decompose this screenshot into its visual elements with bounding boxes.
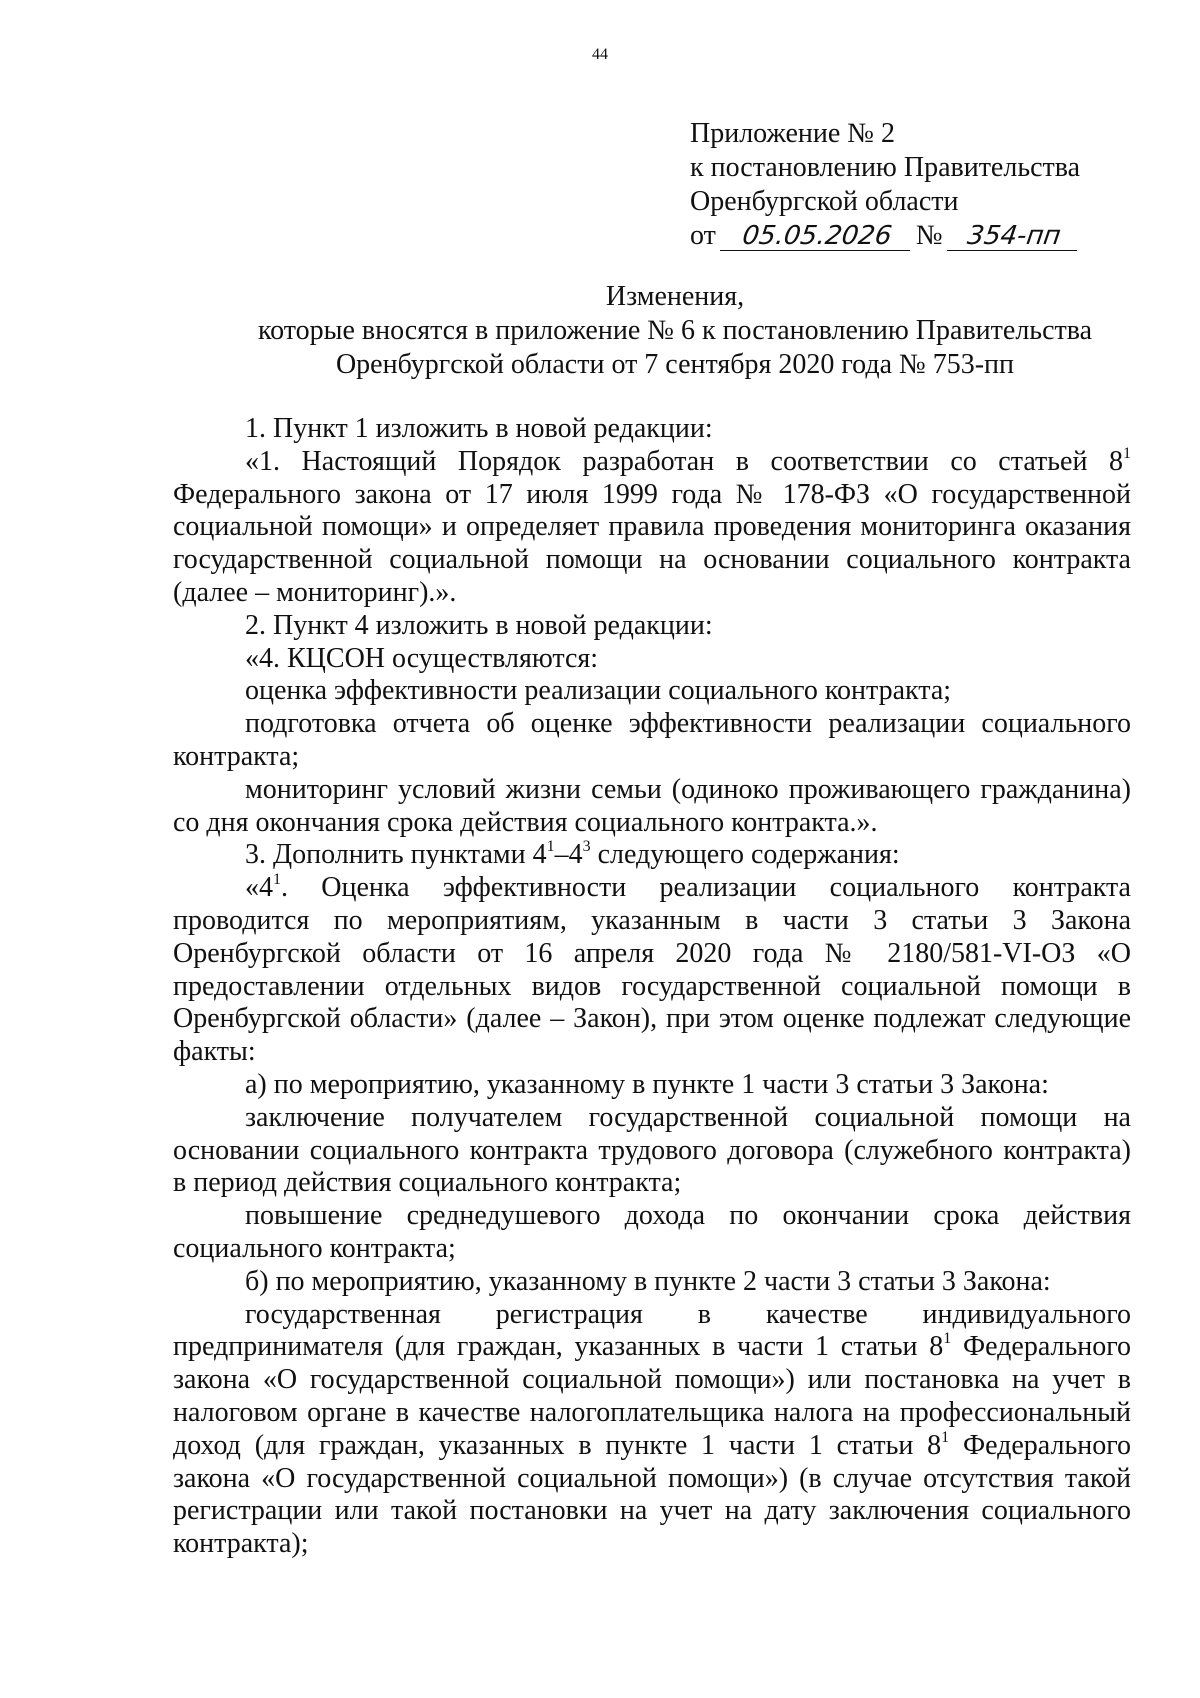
title-line-3: Оренбургской области от 7 сентября 2020 года № 753-пп xyxy=(335,349,1015,380)
superscript: 1 xyxy=(943,1330,952,1348)
paragraph-2-text-b: Федерального закона от 17 июля 1999 года № 178-ФЗ «О государственной социальной помощи» и определяет правила проведения мониторинга оказания государственной социальной помощи на основании социального контракта (далее – мониторинг).». xyxy=(173,478,1131,608)
appendix-date-line xyxy=(690,219,1080,253)
paragraph-9-text-a: «4 xyxy=(245,872,273,904)
appendix-reference: к постановлению Правительства xyxy=(690,152,1081,183)
handwritten-number: 354-пп xyxy=(947,222,1081,251)
superscript: 1 xyxy=(1123,444,1131,462)
paragraph-13: б) по мероприятию, указанному в пункте 2 части 3 статьи 3 Закона: xyxy=(245,1265,1051,1297)
document-body xyxy=(173,413,1131,1561)
paragraph-14-text-a: государственная регистрация в качестве индивидуального предпринимателя (для граждан, указанных в части 1 статьи 8 xyxy=(173,1298,1131,1363)
superscript: 3 xyxy=(582,838,591,856)
appendix-title: Приложение № 2 xyxy=(690,118,895,149)
paragraph-3: 2. Пункт 4 изложить в новой редакции: xyxy=(245,609,713,641)
appendix-header xyxy=(690,117,1080,253)
paragraph-8 xyxy=(173,839,1131,872)
title-line-1: Изменения, xyxy=(605,281,745,312)
paragraph-8-text-b: –4 xyxy=(554,839,583,871)
superscript: 1 xyxy=(941,1428,950,1446)
superscript: 1 xyxy=(273,871,281,889)
paragraph-8-text-a: 3. Дополнить пунктами 4 xyxy=(245,839,547,871)
handwritten-date: 05.05.2026 xyxy=(720,222,914,251)
from-label: от xyxy=(690,220,716,251)
superscript: 1 xyxy=(546,838,555,856)
document-title xyxy=(240,280,1110,382)
page-number: 44 xyxy=(592,46,608,63)
paragraph-1: 1. Пункт 1 изложить в новой редакции: xyxy=(245,413,713,444)
paragraph-10: а) по мероприятию, указанному в пункте 1 части 3 статьи 3 Закона: xyxy=(245,1068,1049,1100)
number-label: № xyxy=(915,220,943,251)
paragraph-14-text-b: Федерального закона «О государственной социальной помощи») или постановка на учет в налоговом органе в качестве налогоплательщика налога на профессиональный доход (для граждан, указанных в пункте 1 части 1 статьи 8 xyxy=(173,1331,1132,1461)
title-line-2: которые вносятся в приложение № 6 к постановлению Правительства xyxy=(257,315,1093,346)
paragraph-7: мониторинг условий жизни семьи (одиноко проживающего гражданина) со дня окончания срока действия социального контракта.». xyxy=(173,773,1131,838)
paragraph-9-text-b: . Оценка эффективности реализации социального контракта проводится по мероприятиям, указанным в части 3 статьи 3 Закона Оренбургской области от 16 апреля 2020 года № 2180/581-VI-ОЗ «О предоставлении отдельных видов государственной социальной помощи в Оренбургской области» (далее – Закон), при этом оценке подлежат следующие факты: xyxy=(173,872,1131,1068)
paragraph-14-text-c: Федерального закона «О государственной социальной помощи») (в случае отсутствия такой регистрации или такой постановки на учет на дату заключения социального контракта); xyxy=(173,1429,1131,1560)
paragraph-14 xyxy=(173,1299,1131,1561)
paragraph-6: подготовка отчета об оценке эффективности реализации социального контракта; xyxy=(173,708,1131,772)
paragraph-11: заключение получателем государственной социальной помощи на основании социального контракта трудового договора (служебного контракта) в период действия социального контракта; xyxy=(173,1101,1131,1199)
paragraph-5: оценка эффективности реализации социального контракта; xyxy=(245,675,952,707)
paragraph-9 xyxy=(173,872,1131,1069)
paragraph-4: «4. КЦСОН осуществляются: xyxy=(245,642,599,674)
appendix-region: Оренбургской области xyxy=(690,186,959,217)
paragraph-8-text-c: следующего содержания: xyxy=(590,839,900,871)
paragraph-12: повышение среднедушевого дохода по окончании срока действия социального контракта; xyxy=(173,1200,1131,1264)
paragraph-2-text-a: «1. Настоящий Порядок разработан в соответствии со статьей 8 xyxy=(245,445,1123,477)
paragraph-2 xyxy=(173,446,1131,610)
